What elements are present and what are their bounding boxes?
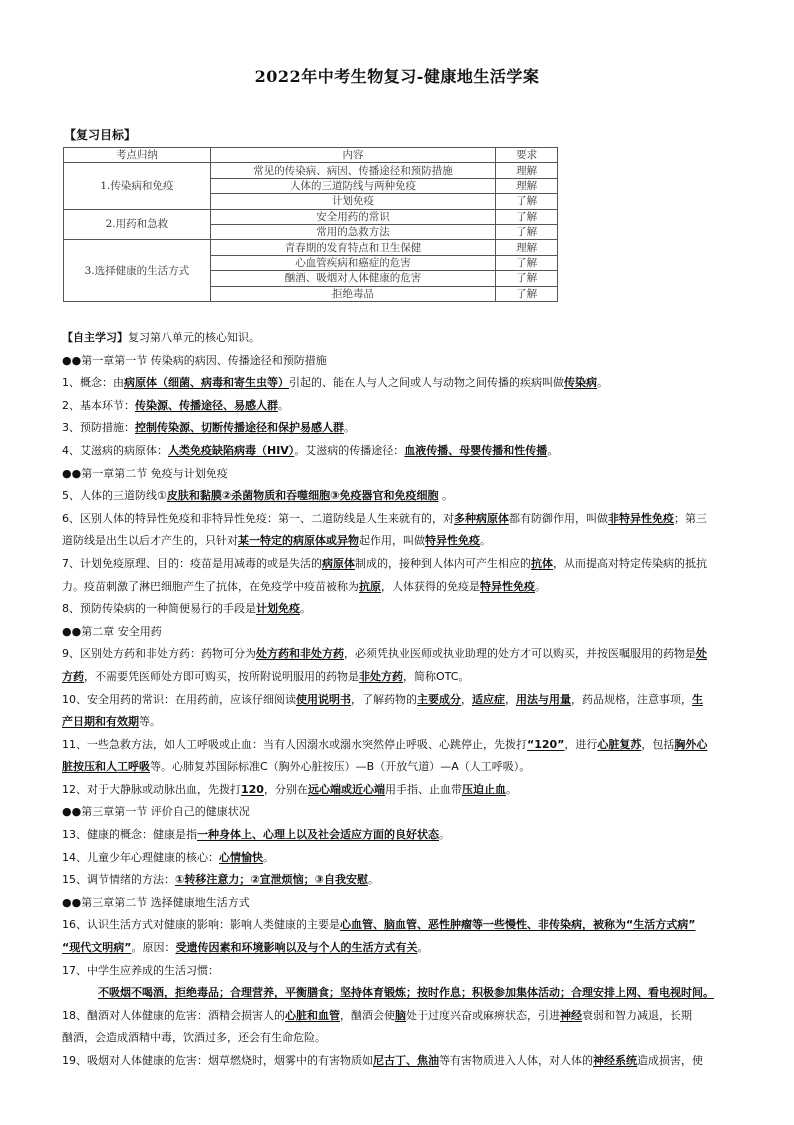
key-term: 传染源、传播途径、易感人群 bbox=[135, 398, 278, 412]
key-term: 适应症 bbox=[472, 692, 505, 706]
key-term: 非特异性免疫 bbox=[608, 511, 674, 525]
line-text: ，必须凭执业医师或执业助理的处方才可以购买，并按医嘱服用的药物是 bbox=[344, 647, 696, 661]
line-text: ●●第三章第二节 选择健康地生活方式 bbox=[62, 895, 250, 909]
line-text: ， bbox=[461, 692, 472, 706]
key-term: 人类免疫缺陷病毒（HIV） bbox=[168, 443, 295, 457]
line-text: 7、计划免疫原理、目的：疫苗是用减毒的或是失活的 bbox=[62, 556, 322, 570]
key-term: 一种身体上、心理上以及社会适应方面的良好状态 bbox=[197, 828, 439, 842]
line-text: 衰弱和智力减退，长期 bbox=[582, 1008, 692, 1022]
line-text: 10、安全用药的常识：在用药前，应该仔细阅读 bbox=[62, 692, 296, 706]
key-term: 用法与用量 bbox=[516, 692, 571, 706]
key-term: 脑 bbox=[395, 1008, 406, 1022]
requirement-cell: 理解 bbox=[496, 178, 558, 193]
line-text: 18、酗酒对人体健康的危害：酒精会损害人的 bbox=[62, 1008, 285, 1022]
line-text: 2、基本环节： bbox=[62, 398, 135, 412]
study-line bbox=[62, 937, 742, 960]
line-text: 19、吸烟对人体健康的危害：烟草燃烧时，烟雾中的有害物质如 bbox=[62, 1054, 373, 1067]
key-term: 胸外心 bbox=[674, 737, 708, 751]
study-line bbox=[62, 643, 742, 666]
study-section bbox=[62, 327, 742, 1073]
key-term: 主要成分 bbox=[417, 692, 461, 706]
requirement-cell: 理解 bbox=[496, 163, 558, 178]
key-term: 受遗传因素和环境影响以及与个人的生活方式有关 bbox=[175, 941, 418, 955]
key-term: 某一特定的病原体或异物 bbox=[238, 534, 359, 548]
key-term: 控制传染源、切断传播途径和保护易感人群 bbox=[135, 421, 344, 435]
table-header-row bbox=[64, 148, 558, 163]
line-text: 。 bbox=[300, 602, 311, 616]
study-line bbox=[62, 350, 742, 373]
line-text: ， bbox=[505, 692, 516, 706]
key-term: 传染病 bbox=[564, 376, 597, 390]
line-text: 。 bbox=[535, 579, 546, 593]
line-text: 制成的，接种到人体内可产生相应的 bbox=[355, 556, 531, 570]
line-text: ，简称OTC。 bbox=[403, 669, 470, 683]
line-text: 力。疫苗刺激了淋巴细胞产生了抗体，在免疫学中疫苗被称为 bbox=[62, 579, 359, 593]
line-text: 用手指、止血带 bbox=[384, 782, 462, 796]
line-text: 等有害物质进入人体，对人体的 bbox=[439, 1054, 593, 1067]
key-term: 神经 bbox=[560, 1008, 582, 1022]
study-intro: 复习第八单元的核心知识。 bbox=[128, 331, 260, 344]
line-text: 14、儿童少年心理健康的核心： bbox=[62, 850, 219, 864]
line-text: 8、预防传染病的一种简便易行的手段是 bbox=[62, 602, 256, 616]
content-cell: 计划免疫 bbox=[210, 194, 495, 209]
content-cell: 心血管疾病和癌症的危害 bbox=[210, 255, 495, 270]
line-text: ，进行 bbox=[564, 737, 598, 751]
key-term: 心脏和血管 bbox=[285, 1008, 340, 1022]
line-text: ，分别在 bbox=[263, 782, 308, 796]
study-line bbox=[62, 417, 742, 440]
study-line bbox=[62, 801, 742, 824]
study-line bbox=[62, 756, 742, 779]
line-text: 道防线是出生以后才产生的，只针对 bbox=[62, 534, 238, 548]
key-term: 特异性免疫 bbox=[425, 534, 480, 548]
study-line bbox=[62, 982, 742, 1005]
line-text: 都有防御作用，叫做 bbox=[509, 511, 608, 525]
study-lines bbox=[62, 350, 742, 1073]
line-text: 15、调节情绪的方法： bbox=[62, 873, 175, 887]
key-term: 脏按压和人工呼吸 bbox=[62, 760, 150, 774]
key-term: 病原体（细菌、病毒和寄生虫等） bbox=[124, 376, 289, 390]
requirement-cell: 了解 bbox=[496, 194, 558, 209]
key-term: 不吸烟不喝酒，拒绝毒品；合理营养，平衡膳食；坚持体育锻炼；按时作息；积极参加集体活动；合理安排上网、看电视时间。 bbox=[98, 986, 714, 1000]
line-text: ●●第三章第一节 评价自己的健康状况 bbox=[62, 805, 250, 819]
line-text: 12、对于大静脉或动脉出血，先拨打 bbox=[62, 782, 241, 796]
line-text: ；第三 bbox=[674, 511, 707, 525]
key-term: 抗原 bbox=[359, 579, 381, 593]
key-term: 处方药和非处方药 bbox=[256, 647, 344, 661]
key-term: 心脏复苏 bbox=[597, 737, 642, 751]
table-row bbox=[64, 163, 558, 178]
line-text: 。 bbox=[505, 782, 517, 796]
study-line bbox=[62, 395, 742, 418]
line-text: 。 bbox=[439, 828, 450, 842]
key-term: 特异性免疫 bbox=[480, 579, 535, 593]
study-line bbox=[62, 463, 742, 486]
key-term: 尼古丁、焦油 bbox=[373, 1054, 439, 1067]
line-text: 16、认识生活方式对健康的影响：影响人类健康的主要是 bbox=[62, 918, 340, 932]
key-term: 皮肤和黏膜②杀菌物质和吞噬细胞③免疫器官和免疫细胞 bbox=[166, 489, 439, 503]
line-text: ●●第一章第一节 传染病的病因、传播途径和预防措施 bbox=[62, 353, 327, 367]
key-term: 生 bbox=[692, 692, 703, 706]
line-text: 等。 bbox=[139, 715, 161, 729]
page-title: 2022年中考生物复习-健康地生活学案 bbox=[254, 67, 540, 86]
line-text: ，酗酒会使 bbox=[340, 1008, 395, 1022]
requirement-cell: 了解 bbox=[496, 255, 558, 270]
study-line bbox=[62, 869, 742, 892]
key-term: 处 bbox=[696, 647, 707, 661]
study-line bbox=[62, 711, 742, 734]
line-text: ，药品规格，注意事项， bbox=[571, 692, 692, 706]
line-text: 6、区别人体的特异性免疫和非特异性免疫：第一、二道防线是人生来就有的，对 bbox=[62, 511, 454, 525]
key-term: 使用说明书 bbox=[296, 692, 351, 706]
study-line bbox=[62, 779, 742, 802]
study-line bbox=[62, 914, 742, 937]
study-line bbox=[62, 372, 742, 395]
table-row bbox=[64, 240, 558, 255]
topic-cell: 2.用药和急救 bbox=[64, 209, 211, 240]
key-term: 血液传播、母婴传播和性传播 bbox=[404, 443, 548, 457]
study-line bbox=[62, 1050, 742, 1073]
line-text: 造成损害，使 bbox=[637, 1054, 703, 1067]
study-line bbox=[62, 508, 742, 531]
study-line bbox=[62, 553, 742, 576]
line-text: 酗酒，会造成酒精中毒，饮酒过多，还会有生命危险。 bbox=[62, 1031, 326, 1045]
content-cell: 拒绝毒品 bbox=[210, 286, 495, 301]
line-text: 5、人体的三道防线① bbox=[62, 489, 167, 503]
key-term: 心血管、脑血管、恶性肿瘤等一些慢性、非传染病，被称为“生活方式病” bbox=[340, 918, 696, 932]
study-line bbox=[62, 1005, 742, 1028]
content-cell: 常见的传染病、病因、传播途径和预防措施 bbox=[210, 163, 495, 178]
requirement-cell: 理解 bbox=[496, 240, 558, 255]
content-cell: 酗酒、吸烟对人体健康的危害 bbox=[210, 271, 495, 286]
key-term: 多种病原体 bbox=[454, 511, 509, 525]
key-term: 抗体 bbox=[531, 556, 553, 570]
study-line bbox=[62, 576, 742, 599]
key-term: 计划免疫 bbox=[256, 602, 300, 616]
content-cell: 人体的三道防线与两种免疫 bbox=[210, 178, 495, 193]
key-term: 心情愉快 bbox=[219, 850, 263, 864]
topic-cell: 3.选择健康的生活方式 bbox=[64, 240, 211, 302]
line-text: 3、预防措施： bbox=[62, 421, 135, 435]
key-term: 神经系统 bbox=[593, 1054, 637, 1067]
key-term: 120 bbox=[241, 782, 264, 796]
line-text: 。 bbox=[480, 534, 491, 548]
line-text: 。 bbox=[438, 489, 453, 503]
line-text: ，包括 bbox=[641, 737, 675, 751]
line-text: 引起的、能在人与人之间或人与动物之间传播的疾病叫做 bbox=[289, 376, 564, 390]
study-line bbox=[62, 1027, 742, 1050]
key-term: 远心端或近心端 bbox=[307, 782, 385, 796]
key-term: 非处方药 bbox=[359, 669, 403, 683]
goals-heading: 【复习目标】 bbox=[64, 128, 137, 142]
line-text: 。 bbox=[344, 421, 355, 435]
line-text: 起作用，叫做 bbox=[359, 534, 425, 548]
topic-cell: 1.传染病和免疫 bbox=[64, 163, 211, 209]
line-text: 。 bbox=[597, 376, 608, 390]
line-text: ，从而提高对特定传染病的抵抗 bbox=[553, 556, 707, 570]
line-text: 。 bbox=[278, 398, 289, 412]
line-text: 。 bbox=[367, 873, 379, 887]
line-text: ，人体获得的免疫是 bbox=[381, 579, 480, 593]
content-cell: 青春期的发育特点和卫生保健 bbox=[210, 240, 495, 255]
header-topic: 考点归纳 bbox=[64, 148, 211, 163]
line-text: 。 bbox=[263, 850, 274, 864]
line-text: ，了解药物的 bbox=[351, 692, 417, 706]
key-term: 方药 bbox=[62, 669, 84, 683]
key-term: 病原体 bbox=[322, 556, 355, 570]
requirement-cell: 了解 bbox=[496, 209, 558, 224]
table-row bbox=[64, 209, 558, 224]
line-text: 处于过度兴奋或麻痹状态，引进 bbox=[406, 1008, 560, 1022]
requirement-cell: 了解 bbox=[496, 271, 558, 286]
study-heading-line bbox=[62, 327, 742, 350]
line-text: 17、中学生应养成的生活习惯： bbox=[62, 963, 219, 977]
study-line bbox=[62, 847, 742, 870]
key-term: 产日期和有效期 bbox=[62, 715, 139, 729]
line-text: ，不需要凭医师处方即可购买，按所附说明服用的药物是 bbox=[84, 669, 359, 683]
study-line bbox=[62, 598, 742, 621]
header-requirement: 要求 bbox=[496, 148, 558, 163]
study-line bbox=[62, 734, 742, 757]
key-term: “120” bbox=[527, 737, 565, 751]
requirement-cell: 了解 bbox=[496, 224, 558, 239]
study-line bbox=[62, 666, 742, 689]
line-text: 1、概念：由 bbox=[62, 376, 124, 390]
key-term: ①转移注意力；②宣泄烦恼；③自我安慰 bbox=[175, 873, 368, 887]
header-content: 内容 bbox=[210, 148, 495, 163]
line-text: 等。心肺复苏国际标准C（胸外心脏按压）—B（开放气道）—A（人工呼吸）。 bbox=[150, 760, 531, 774]
key-term: “现代文明病” bbox=[62, 941, 132, 955]
line-text: 13、健康的概念：健康是指 bbox=[62, 828, 197, 842]
line-text: 11、一些急救方法，如人工呼吸或止血：当有人因溺水或溺水突然停止呼吸、心跳停止，先拨打 bbox=[62, 737, 527, 751]
study-line bbox=[62, 689, 742, 712]
line-text: 。原因： bbox=[131, 941, 176, 955]
goals-table bbox=[63, 147, 558, 302]
content-cell: 常用的急救方法 bbox=[210, 224, 495, 239]
line-text: 4、艾滋病的病原体： bbox=[62, 443, 168, 457]
key-term: 压迫止血 bbox=[461, 782, 506, 796]
line-text: 。艾滋病的传播途径： bbox=[294, 443, 405, 457]
study-line bbox=[62, 485, 742, 508]
line-text: ●●第一章第二节 免疫与计划免疫 bbox=[62, 466, 228, 480]
study-line bbox=[62, 621, 742, 644]
study-heading: 【自主学习】 bbox=[62, 331, 128, 344]
line-text: 。 bbox=[417, 941, 429, 955]
study-line bbox=[62, 960, 742, 983]
study-line bbox=[62, 824, 742, 847]
content-cell: 安全用药的常识 bbox=[210, 209, 495, 224]
requirement-cell: 了解 bbox=[496, 286, 558, 301]
study-line bbox=[62, 530, 742, 553]
line-text: 。 bbox=[547, 443, 559, 457]
line-text: ●●第二章 安全用药 bbox=[62, 624, 162, 638]
study-line bbox=[62, 892, 742, 915]
study-line bbox=[62, 440, 742, 463]
line-text: 9、区别处方药和非处方药：药物可分为 bbox=[62, 647, 256, 661]
